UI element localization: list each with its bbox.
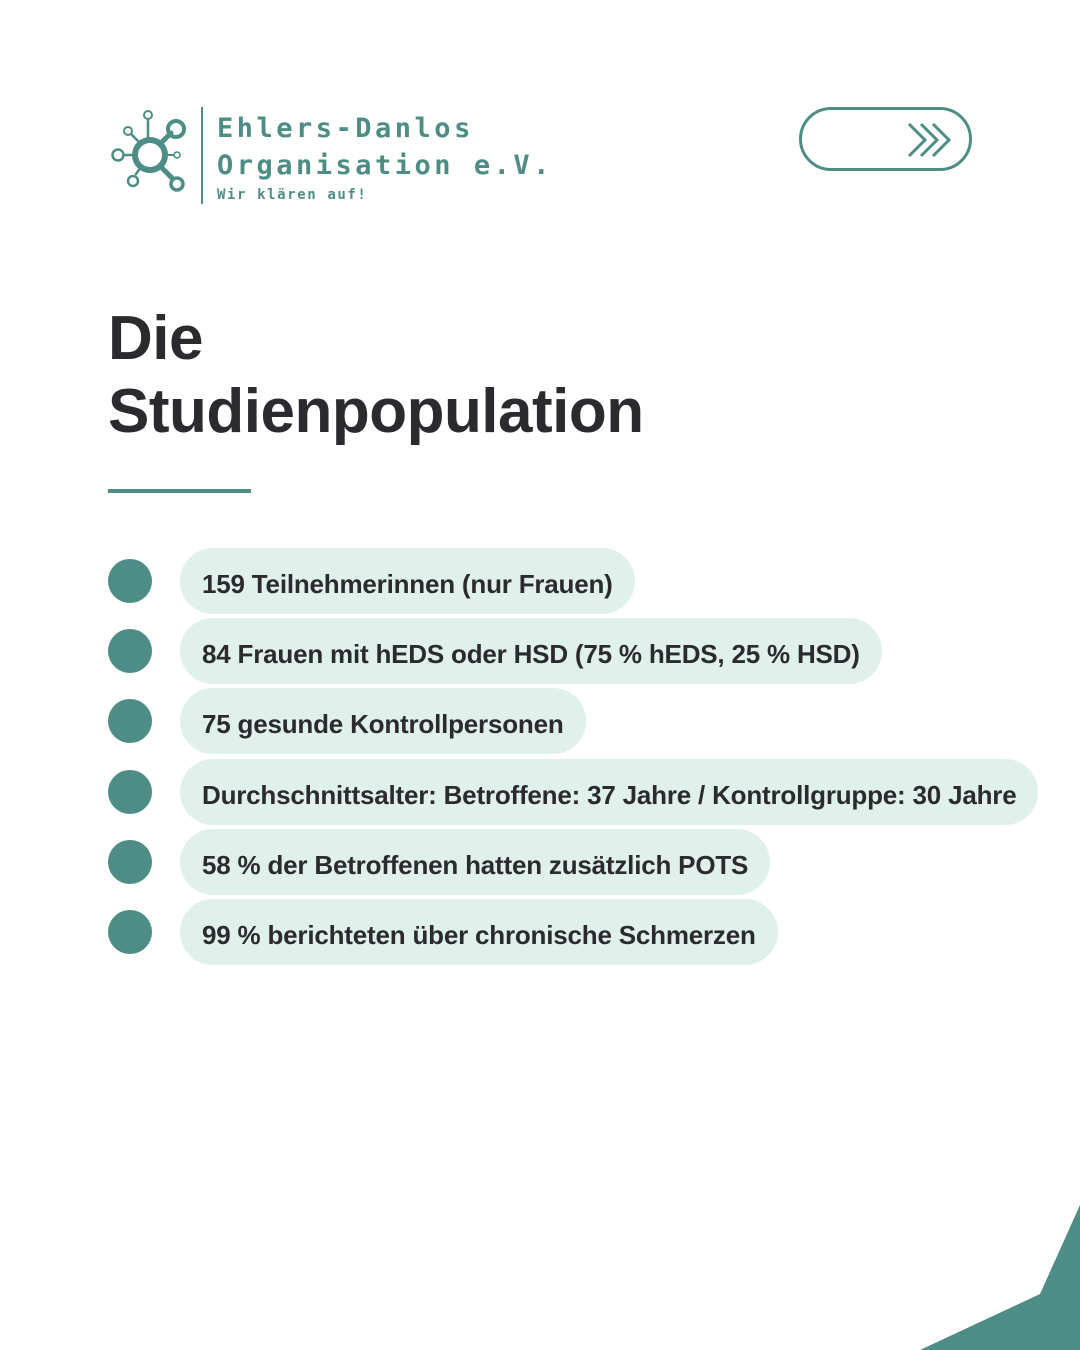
- page-title: [108, 302, 644, 448]
- bullet-dot: [108, 770, 152, 814]
- fact-label: 58 % der Betroffenen hatten zusätzlich POTS: [180, 829, 770, 895]
- bullet-dot: [108, 910, 152, 954]
- next-slide-button[interactable]: [799, 107, 972, 171]
- fact-label: Durchschnittsalter: Betroffene: 37 Jahre / Kontrollgruppe: 30 Jahre: [180, 759, 1038, 825]
- logo-wordmark: [217, 110, 553, 205]
- title-underline: [108, 489, 251, 493]
- bullet-dot: [108, 840, 152, 884]
- molecule-logo-icon: [106, 106, 188, 198]
- logo-divider: [201, 107, 203, 204]
- fact-label: 84 Frauen mit hEDS oder HSD (75 % hEDS, 25 % HSD): [180, 618, 882, 684]
- page-title-line2: Studienpopulation: [108, 377, 644, 446]
- bullet-dot: [108, 629, 152, 673]
- chevrons-right-icon: [907, 122, 955, 158]
- fact-label: 99 % berichteten über chronische Schmerzen: [180, 899, 778, 965]
- page-title-line1: Die: [108, 304, 203, 373]
- corner-decoration: [920, 1205, 1080, 1350]
- fact-label: 75 gesunde Kontrollpersonen: [180, 688, 586, 754]
- organisation-name-line1: Ehlers-Danlos: [217, 113, 474, 144]
- bullet-dot: [108, 699, 152, 743]
- fact-label: 159 Teilnehmerinnen (nur Frauen): [180, 548, 635, 614]
- organisation-tagline: Wir klären auf!: [217, 187, 368, 203]
- organisation-name-line2: Organisation e.V.: [217, 150, 553, 181]
- bullet-dot: [108, 559, 152, 603]
